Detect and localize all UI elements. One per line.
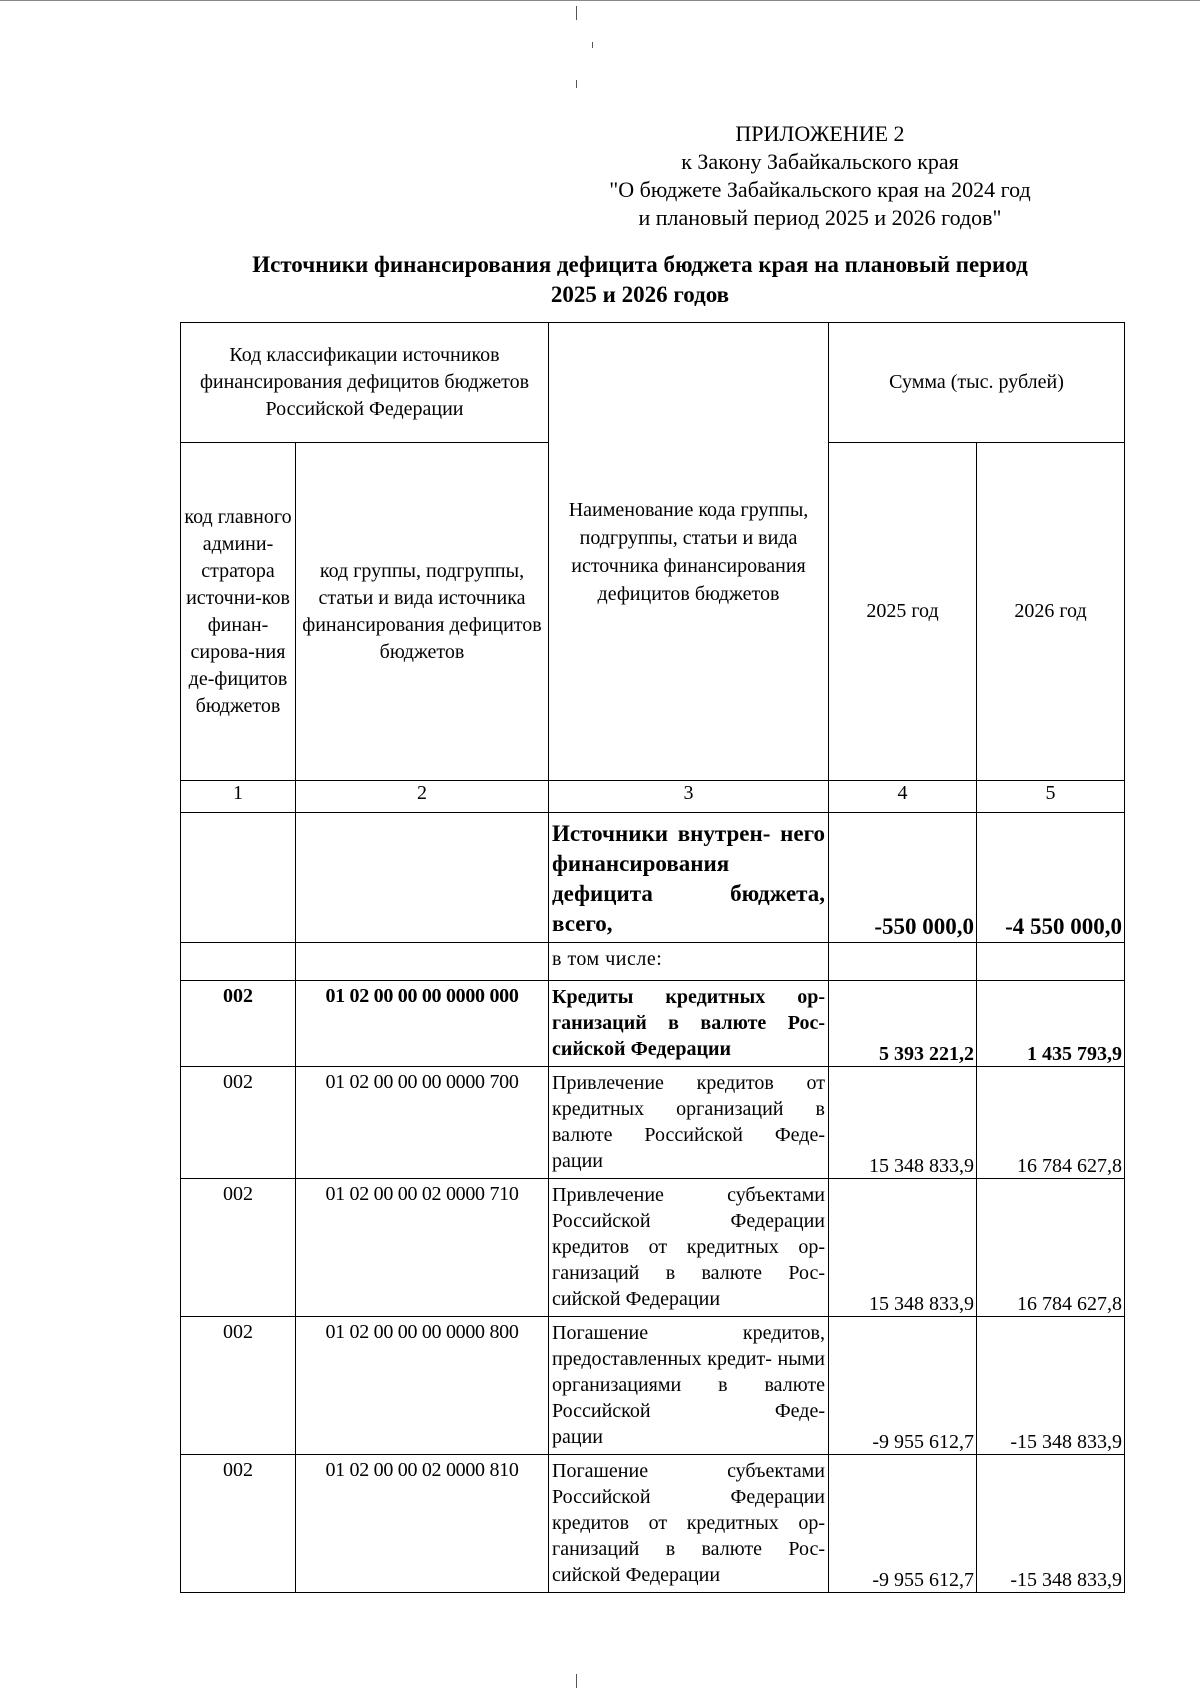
value-2026-cell: 16 784 627,8 [977, 1179, 1125, 1317]
value-2025-cell: 5 393 221,2 [829, 981, 977, 1067]
name-text: Привлечение субъектами Российской Федерации кредитов от кредитных ор- ганизаций в валюте Рос- [552, 1184, 825, 1284]
name-text-last: сийской Федерации [552, 1564, 721, 1586]
value-2025-cell: 15 348 833,9 [829, 1067, 977, 1179]
value-2026-cell: -15 348 833,9 [977, 1455, 1125, 1593]
name-text-last: сийской Федерации [552, 1288, 721, 1310]
column-number: 4 [829, 781, 977, 813]
appendix-number: ПРИЛОЖЕНИЕ 2 [735, 121, 905, 146]
table-row [181, 981, 1125, 1067]
name-text-last: всего, [552, 911, 613, 936]
name-text-last: рации [552, 1426, 603, 1448]
appendix-header [560, 120, 1080, 232]
value-2026-cell: -15 348 833,9 [977, 1317, 1125, 1455]
table-row [181, 813, 1125, 943]
admin-code-cell: 002 [181, 981, 296, 1067]
group-code-cell: 01 02 00 00 02 0000 810 [296, 1455, 549, 1593]
table-row [181, 1067, 1125, 1179]
name-text: Источники внутрен- него финансирования дефицита бюджета, [552, 821, 825, 906]
appendix-law-title: "О бюджете Забайкальского края на 2024 год [609, 177, 1031, 202]
admin-code-cell [181, 943, 296, 981]
value-2025-cell: -550 000,0 [829, 813, 977, 943]
group-code-cell: 01 02 00 00 00 0000 700 [296, 1067, 549, 1179]
name-text: Привлечение кредитов от кредитных организаций в валюте Российской Феде- [552, 1072, 825, 1146]
name-cell [549, 813, 829, 943]
header-name: Наименование кода группы, подгруппы, статьи и вида источника финансирования дефицитов бюджетов [549, 323, 829, 781]
admin-code-cell: 002 [181, 1179, 296, 1317]
name-cell [549, 1317, 829, 1455]
name-cell [549, 1179, 829, 1317]
header-classification: Код классификации источников финансирования дефицитов бюджетов Российской Федерации [181, 323, 549, 443]
group-code-cell: 01 02 00 00 02 0000 710 [296, 1179, 549, 1317]
name-text-last: рации [552, 1150, 603, 1172]
column-number-row [181, 781, 1125, 813]
value-2026-cell: -4 550 000,0 [977, 813, 1125, 943]
value-2026-cell: 16 784 627,8 [977, 1067, 1125, 1179]
column-number: 5 [977, 781, 1125, 813]
document-title [180, 250, 1100, 310]
value-2025-cell: 15 348 833,9 [829, 1179, 977, 1317]
header-group-code: код группы, подгруппы, статьи и вида источника финансирования дефицитов бюджетов [296, 443, 549, 781]
appendix-law-period: и плановый период 2025 и 2026 годов" [638, 205, 1002, 230]
table-header-row [181, 323, 1125, 443]
scan-mark [576, 6, 577, 20]
value-2025-cell: -9 955 612,7 [829, 1455, 977, 1593]
name-cell [549, 1067, 829, 1179]
header-year-2025: 2025 год [829, 443, 977, 781]
sources-table [180, 322, 1125, 1593]
title-line-2: 2025 и 2026 годов [550, 282, 730, 307]
column-number: 1 [181, 781, 296, 813]
name-text: Кредиты кредитных ор- ганизаций в валюте Рос- [552, 986, 825, 1034]
header-sum: Сумма (тыс. рублей) [829, 323, 1125, 443]
name-cell [549, 981, 829, 1067]
admin-code-cell: 002 [181, 1067, 296, 1179]
header-admin-code: код главного админи-стратора источни-ков финан-сирова-ния де-фицитов бюджетов [181, 443, 296, 781]
header-year-2026: 2026 год [977, 443, 1125, 781]
name-text: Погашение субъектами Российской Федерации кредитов от кредитных ор- ганизаций в валюте Рос- [552, 1460, 825, 1560]
column-number: 2 [296, 781, 549, 813]
name-text-last: в том числе: [552, 948, 663, 970]
value-2026-cell: 1 435 793,9 [977, 981, 1125, 1067]
appendix-law-ref: к Закону Забайкальского края [681, 149, 959, 174]
group-code-cell [296, 813, 549, 943]
scan-mark [576, 80, 577, 88]
admin-code-cell [181, 813, 296, 943]
scan-mark [576, 1674, 577, 1688]
name-cell [549, 1455, 829, 1593]
scan-top-edge [0, 0, 1200, 1]
value-2026-cell [977, 943, 1125, 981]
table-row [181, 943, 1125, 981]
scan-mark [592, 42, 593, 48]
title-line-1: Источники финансирования дефицита бюджета края на плановый период [252, 252, 1028, 277]
table-row [181, 1179, 1125, 1317]
name-text: Погашение кредитов, предоставленных кредит- ными организациями в валюте Российской Феде- [552, 1322, 825, 1422]
value-2025-cell: -9 955 612,7 [829, 1317, 977, 1455]
name-cell [549, 943, 829, 981]
name-text-last: сийской Федерации [552, 1038, 732, 1060]
admin-code-cell: 002 [181, 1317, 296, 1455]
column-number: 3 [549, 781, 829, 813]
table-row [181, 1317, 1125, 1455]
admin-code-cell: 002 [181, 1455, 296, 1593]
group-code-cell [296, 943, 549, 981]
value-2025-cell [829, 943, 977, 981]
table-row [181, 1455, 1125, 1593]
group-code-cell: 01 02 00 00 00 0000 800 [296, 1317, 549, 1455]
group-code-cell: 01 02 00 00 00 0000 000 [296, 981, 549, 1067]
